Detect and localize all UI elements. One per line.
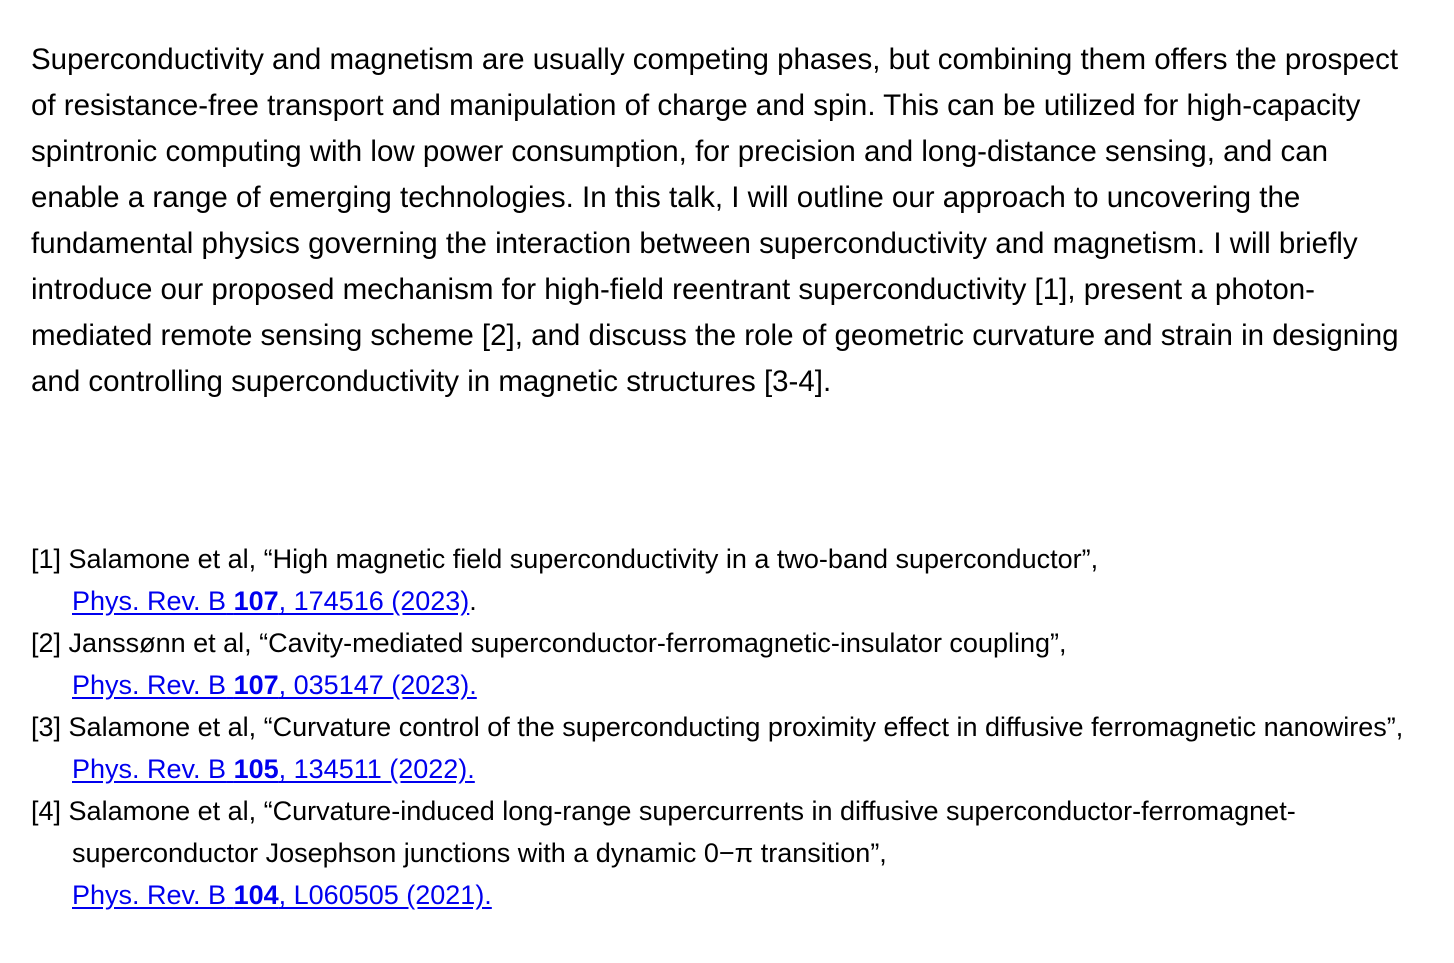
reference-citation: Janssønn et al, “Cavity-mediated superconductor-ferromagnetic-insulator coupling”, [68, 628, 1067, 658]
reference-journal: Phys. Rev. B [72, 880, 227, 910]
reference-number: [2] [31, 628, 62, 658]
reference-pages-year: , 035147 (2023). [278, 670, 477, 700]
reference-journal: Phys. Rev. B [72, 670, 227, 700]
reference-item [31, 538, 1421, 622]
reference-volume: 107 [233, 586, 279, 616]
reference-pages-year: , 134511 (2022). [278, 754, 475, 784]
reference-volume: 105 [233, 754, 279, 784]
reference-trailing: . [469, 586, 477, 616]
reference-pages-year: , L060505 (2021). [278, 880, 492, 910]
reference-item [31, 622, 1421, 706]
reference-citation: Salamone et al, “Curvature-induced long-range supercurrents in diffusive superconductor-ferromagnet-superconductor Josephson junctions with a dynamic 0−π transition”, [68, 796, 1296, 868]
reference-journal: Phys. Rev. B [72, 754, 227, 784]
reference-citation: Salamone et al, “Curvature control of the superconducting proximity effect in diffusive ferromagnetic nanowires”, [68, 712, 1404, 742]
reference-number: [1] [31, 544, 62, 574]
reference-link[interactable] [72, 754, 475, 784]
reference-number: [4] [31, 796, 62, 826]
reference-pages-year: , 174516 (2023) [278, 586, 470, 616]
reference-citation: Salamone et al, “High magnetic field superconductivity in a two-band superconductor”, [68, 544, 1099, 574]
reference-journal: Phys. Rev. B [72, 586, 227, 616]
reference-volume: 104 [233, 880, 279, 910]
abstract-paragraph: Superconductivity and magnetism are usually competing phases, but combining them offers the prospect of resistance-free transport and manipulation of charge and spin. This can be utilized for high-capacity spintronic computing with low power consumption, for precision and long-distance sensing, and can enable a range of emerging technologies. In this talk, I will outline our approach to uncovering the fundamental physics governing the interaction between superconductivity and magnetism. I will briefly introduce our proposed mechanism for high-field reentrant superconductivity [1], present a photon-mediated remote sensing scheme [2], and discuss the role of geometric curvature and strain in designing and controlling superconductivity in magnetic structures [3-4]. [31, 43, 1399, 398]
reference-item [31, 706, 1421, 790]
reference-link[interactable] [72, 880, 492, 910]
reference-volume: 107 [233, 670, 279, 700]
reference-number: [3] [31, 712, 62, 742]
reference-link[interactable] [72, 670, 477, 700]
references-list [31, 538, 1421, 916]
reference-item [31, 790, 1421, 916]
reference-link[interactable] [72, 586, 469, 616]
